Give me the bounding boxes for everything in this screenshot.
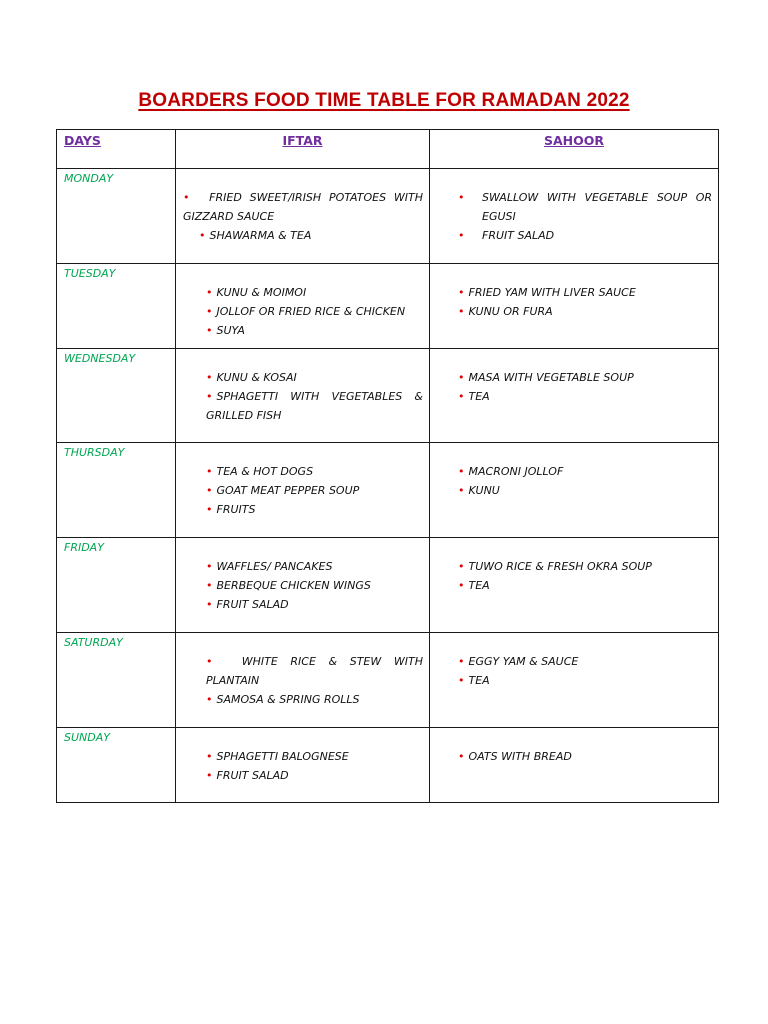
page-title bbox=[0, 90, 768, 112]
meal-text: TEA & HOT DOGS bbox=[216, 465, 314, 478]
list-item bbox=[206, 747, 423, 766]
bullet-icon: • bbox=[206, 693, 213, 706]
iftar-cell bbox=[176, 443, 430, 538]
table-row bbox=[57, 538, 719, 633]
meal-text: WHITE RICE & STEW WITH PLANTAIN bbox=[206, 655, 423, 687]
list-item bbox=[206, 302, 423, 321]
day-cell bbox=[57, 443, 176, 538]
iftar-list bbox=[176, 169, 429, 245]
list-item bbox=[458, 557, 712, 576]
bullet-icon: • bbox=[206, 750, 213, 763]
meal-text: JOLLOF OR FRIED RICE & CHICKEN bbox=[216, 305, 406, 318]
timetable bbox=[56, 129, 719, 803]
sahoor-list bbox=[430, 443, 718, 500]
list-item bbox=[458, 652, 712, 671]
list-item bbox=[458, 302, 712, 321]
day-label: MONDAY bbox=[64, 172, 114, 185]
iftar-cell bbox=[176, 633, 430, 728]
sahoor-list bbox=[430, 169, 718, 245]
list-item bbox=[458, 462, 712, 481]
list-item bbox=[206, 387, 423, 425]
bullet-icon: • bbox=[458, 229, 465, 242]
bullet-icon: • bbox=[206, 655, 213, 668]
day-label: FRIDAY bbox=[64, 541, 104, 554]
list-item bbox=[458, 576, 712, 595]
bullet-icon: • bbox=[206, 465, 213, 478]
day-cell bbox=[57, 633, 176, 728]
iftar-list bbox=[176, 264, 429, 340]
day-label: THURSDAY bbox=[64, 446, 125, 459]
bullet-icon: • bbox=[458, 579, 465, 592]
bullet-icon: • bbox=[206, 305, 213, 318]
list-item bbox=[183, 226, 423, 245]
list-item bbox=[206, 557, 423, 576]
meal-text: MASA WITH VEGETABLE SOUP bbox=[468, 371, 634, 384]
meal-text: SAMOSA & SPRING ROLLS bbox=[216, 693, 360, 706]
meal-text: KUNU bbox=[468, 484, 500, 497]
sahoor-header: SAHOOR bbox=[543, 133, 605, 148]
meal-text: FRUIT SALAD bbox=[482, 229, 555, 242]
meal-text: WAFFLES/ PANCAKES bbox=[216, 560, 333, 573]
meal-text: SHAWARMA & TEA bbox=[209, 229, 312, 242]
list-item bbox=[458, 283, 712, 302]
bullet-icon: • bbox=[183, 191, 190, 204]
table-row bbox=[57, 264, 719, 349]
meal-text: KUNU & MOIMOI bbox=[216, 286, 307, 299]
iftar-list bbox=[176, 633, 429, 709]
meal-text: SPHAGETTI WITH VEGETABLES & GRILLED FISH bbox=[206, 390, 423, 422]
iftar-cell bbox=[176, 349, 430, 443]
list-item bbox=[183, 188, 423, 226]
iftar-cell bbox=[176, 728, 430, 803]
bullet-icon: • bbox=[206, 371, 213, 384]
sahoor-cell bbox=[430, 169, 719, 264]
meal-text: KUNU OR FURA bbox=[468, 305, 553, 318]
bullet-icon: • bbox=[206, 324, 213, 337]
sahoor-cell bbox=[430, 443, 719, 538]
list-item bbox=[458, 671, 712, 690]
table-row bbox=[57, 349, 719, 443]
bullet-icon: • bbox=[458, 484, 465, 497]
day-label: TUESDAY bbox=[64, 267, 116, 280]
list-item bbox=[458, 188, 712, 226]
list-item bbox=[206, 368, 423, 387]
list-item bbox=[458, 481, 712, 500]
meal-text: FRUIT SALAD bbox=[216, 598, 289, 611]
table-row bbox=[57, 633, 719, 728]
iftar-header-cell bbox=[176, 130, 430, 169]
iftar-cell bbox=[176, 538, 430, 633]
bullet-icon: • bbox=[458, 750, 465, 763]
bullet-icon: • bbox=[458, 286, 465, 299]
sahoor-list bbox=[430, 633, 718, 690]
sahoor-cell bbox=[430, 349, 719, 443]
meal-text: TEA bbox=[468, 390, 490, 403]
meal-text: FRUITS bbox=[216, 503, 256, 516]
header-row bbox=[57, 130, 719, 169]
meal-text: BERBEQUE CHICKEN WINGS bbox=[216, 579, 371, 592]
meal-text: TEA bbox=[468, 674, 490, 687]
bullet-icon: • bbox=[458, 674, 465, 687]
table-row bbox=[57, 169, 719, 264]
table-row bbox=[57, 443, 719, 538]
bullet-icon: • bbox=[458, 465, 465, 478]
iftar-header: IFTAR bbox=[282, 133, 323, 148]
sahoor-cell bbox=[430, 633, 719, 728]
day-cell bbox=[57, 538, 176, 633]
list-item bbox=[458, 368, 712, 387]
bullet-icon: • bbox=[458, 371, 465, 384]
day-cell bbox=[57, 728, 176, 803]
meal-text: SPHAGETTI BALOGNESE bbox=[216, 750, 349, 763]
bullet-icon: • bbox=[458, 655, 465, 668]
meal-text: EGGY YAM & SAUCE bbox=[468, 655, 579, 668]
day-cell bbox=[57, 264, 176, 349]
bullet-icon: • bbox=[458, 191, 465, 204]
list-item bbox=[206, 500, 423, 519]
list-item bbox=[206, 481, 423, 500]
iftar-cell bbox=[176, 264, 430, 349]
bullet-icon: • bbox=[458, 305, 465, 318]
meal-text: OATS WITH BREAD bbox=[468, 750, 572, 763]
bullet-icon: • bbox=[206, 286, 213, 299]
bullet-icon: • bbox=[458, 390, 465, 403]
page-title-text: BOARDERS FOOD TIME TABLE FOR RAMADAN 2022 bbox=[138, 90, 630, 111]
bullet-icon: • bbox=[206, 390, 213, 403]
list-item bbox=[206, 595, 423, 614]
day-label: WEDNESDAY bbox=[64, 352, 136, 365]
list-item bbox=[206, 576, 423, 595]
iftar-list bbox=[176, 728, 429, 785]
meal-text: GOAT MEAT PEPPER SOUP bbox=[216, 484, 360, 497]
meal-text: FRUIT SALAD bbox=[216, 769, 289, 782]
list-item bbox=[458, 387, 712, 406]
meal-text: FRIED YAM WITH LIVER SAUCE bbox=[468, 286, 636, 299]
list-item bbox=[206, 462, 423, 481]
bullet-icon: • bbox=[199, 229, 206, 242]
table-row bbox=[57, 728, 719, 803]
list-item bbox=[458, 226, 712, 245]
iftar-list bbox=[176, 349, 429, 425]
list-item bbox=[206, 321, 423, 340]
day-label: SATURDAY bbox=[64, 636, 123, 649]
bullet-icon: • bbox=[206, 503, 213, 516]
bullet-icon: • bbox=[206, 769, 213, 782]
iftar-cell bbox=[176, 169, 430, 264]
sahoor-cell bbox=[430, 728, 719, 803]
sahoor-list bbox=[430, 538, 718, 595]
iftar-list bbox=[176, 443, 429, 519]
sahoor-cell bbox=[430, 264, 719, 349]
list-item bbox=[206, 283, 423, 302]
sahoor-header-cell bbox=[430, 130, 719, 169]
meal-text: KUNU & KOSAI bbox=[216, 371, 297, 384]
bullet-icon: • bbox=[206, 598, 213, 611]
sahoor-list bbox=[430, 349, 718, 406]
bullet-icon: • bbox=[206, 484, 213, 497]
meal-text: TEA bbox=[468, 579, 490, 592]
meal-text: SWALLOW WITH VEGETABLE SOUP OR EGUSI bbox=[482, 191, 712, 223]
list-item bbox=[206, 652, 423, 690]
meal-text: TUWO RICE & FRESH OKRA SOUP bbox=[468, 560, 652, 573]
day-label: SUNDAY bbox=[64, 731, 110, 744]
meal-text: FRIED SWEET/IRISH POTATOES WITH GIZZARD SAUCE bbox=[183, 191, 423, 223]
days-header-cell bbox=[57, 130, 176, 169]
list-item bbox=[458, 747, 712, 766]
meal-text: SUYA bbox=[216, 324, 245, 337]
bullet-icon: • bbox=[206, 579, 213, 592]
sahoor-list bbox=[430, 728, 718, 766]
bullet-icon: • bbox=[458, 560, 465, 573]
meal-text: MACRONI JOLLOF bbox=[468, 465, 564, 478]
list-item bbox=[206, 690, 423, 709]
list-item bbox=[206, 766, 423, 785]
iftar-list bbox=[176, 538, 429, 614]
days-header: DAYS bbox=[64, 133, 101, 148]
sahoor-list bbox=[430, 264, 718, 321]
sahoor-cell bbox=[430, 538, 719, 633]
day-cell bbox=[57, 349, 176, 443]
bullet-icon: • bbox=[206, 560, 213, 573]
day-cell bbox=[57, 169, 176, 264]
